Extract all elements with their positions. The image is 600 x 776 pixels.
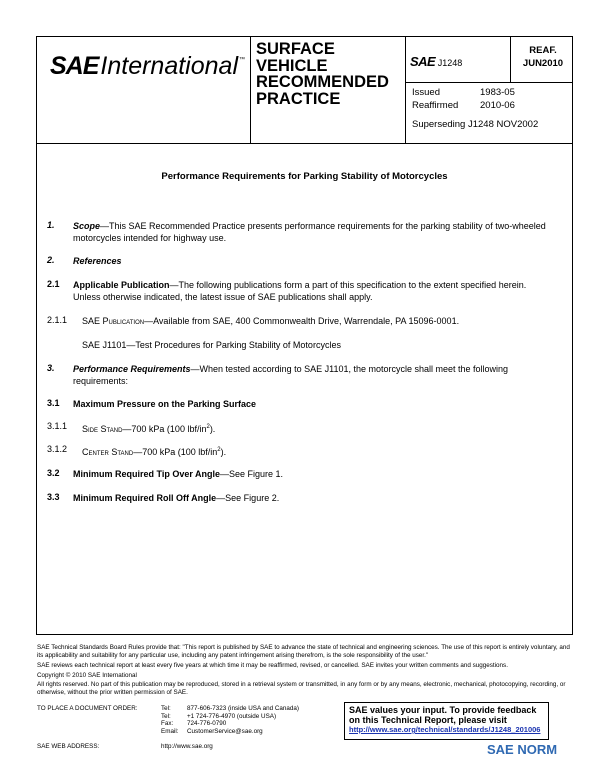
section-3-number: 3.	[47, 363, 55, 373]
section-3-1-1-number: 3.1.1	[47, 421, 68, 431]
footer-rights: All rights reserved. No part of this publication may be reproduced, stored in a retrieval system or transmitted, in any form or by any means, electronic, mechanical, photocopying, recording, or otherwise, without the prior written permission of SAE.	[37, 681, 566, 696]
sae-norm-watermark: SAE NORM	[487, 742, 558, 757]
web-address-link[interactable]: http://www.sae.org	[161, 743, 213, 750]
footer-copyright: Copyright © 2010 SAE International	[37, 672, 137, 679]
section-3-2-number: 3.2	[47, 468, 60, 478]
section-3-1-heading: Maximum Pressure on the Parking Surface	[73, 399, 257, 409]
section-1-number: 1.	[47, 220, 55, 230]
status-badge: REAF. JUN2010	[522, 45, 564, 69]
section-2-1-1-number: 2.1.1	[47, 315, 68, 325]
superseding-note: Superseding J1248 NOV2002	[412, 119, 539, 130]
section-3-1-number: 3.1	[47, 398, 60, 408]
document-title: Performance Requirements for Parking Stability of Motorcycles	[161, 171, 448, 182]
section-1-text: Scope—This SAE Recommended Practice presents performance requirements for the parking stability of two-wheeled motorcycles intended for highway use.	[73, 221, 546, 243]
email-link[interactable]: CustomerService@sae.org	[187, 727, 263, 735]
section-2-heading: References	[73, 256, 122, 266]
web-label: SAE WEB ADDRESS:	[37, 743, 100, 750]
document-dates: Issued 1983-05 Reaffirmed 2010-06	[412, 87, 515, 111]
feedback-link[interactable]: http://www.sae.org/technical/standards/J1248_201006	[349, 725, 541, 734]
section-3-1-1-text: Side Stand—700 kPa (100 lbf/$in^2$).	[82, 424, 216, 434]
document-type: SURFACE VEHICLE RECOMMENDED PRACTICE	[256, 40, 389, 108]
footer-review: SAE reviews each technical report at least every five years at which time it may be reaffirmed, revised, or cancelled. SAE invites your written comments and suggestions.	[37, 662, 508, 669]
header-divider-3	[510, 36, 511, 82]
feedback-box: SAE values your input. To provide feedback on this Technical Report, please visit http://www.sae.org/technical/standards/J1248_201006	[344, 702, 549, 740]
header-divider-2	[405, 36, 406, 143]
section-2-1-1-text: SAE Publication—Available from SAE, 400 Commonwealth Drive, Warrendale, PA 15096-0001.	[82, 316, 460, 326]
section-2-1-number: 2.1	[47, 279, 60, 289]
header-divider-4	[405, 82, 573, 83]
header-divider-1	[250, 36, 251, 143]
order-label: TO PLACE A DOCUMENT ORDER:	[37, 705, 138, 712]
section-2-number: 2.	[47, 255, 55, 265]
section-3-3-number: 3.3	[47, 492, 60, 502]
section-3-1-2-number: 3.1.2	[47, 444, 68, 454]
section-3-3-text: Minimum Required Roll Off Angle—See Figure 2.	[73, 493, 280, 503]
section-3-2-text: Minimum Required Tip Over Angle—See Figure 1.	[73, 469, 284, 479]
sae-international-logo: SAE International ™	[50, 52, 246, 80]
document-number: SAE J1248	[410, 54, 463, 69]
section-3-1-2-text: Center Stand—700 kPa (100 lbf/$in^2$).	[82, 447, 227, 457]
reference-j1101: SAE J1101—Test Procedures for Parking Stability of Motorcycles	[82, 340, 341, 350]
section-3-text: Performance Requirements—When tested according to SAE J1101, the motorcycle shall meet the following requirements:	[73, 364, 509, 386]
section-2-1-text: Applicable Publication—The following publications form a part of this specification to the extent specified herein. Unless otherwise indicated, the latest issue of SAE publications shall apply.	[73, 280, 527, 302]
order-contacts: Tel: 877-606-7323 (inside USA and Canada) Tel: +1 724-776-4970 (outside USA) Fax: 724-776-0790 Email: CustomerService@sae.org	[161, 705, 300, 735]
header-divider	[36, 143, 573, 144]
footer-rules: SAE Technical Standards Board Rules provide that: "This report is published by SAE to advance the state of technical and engineering sciences. The use of this report is entirely voluntary, and its applicability and suitability for any particular use, including any patent infringement arising therefrom, is the sole responsibility of the user."	[37, 644, 570, 659]
